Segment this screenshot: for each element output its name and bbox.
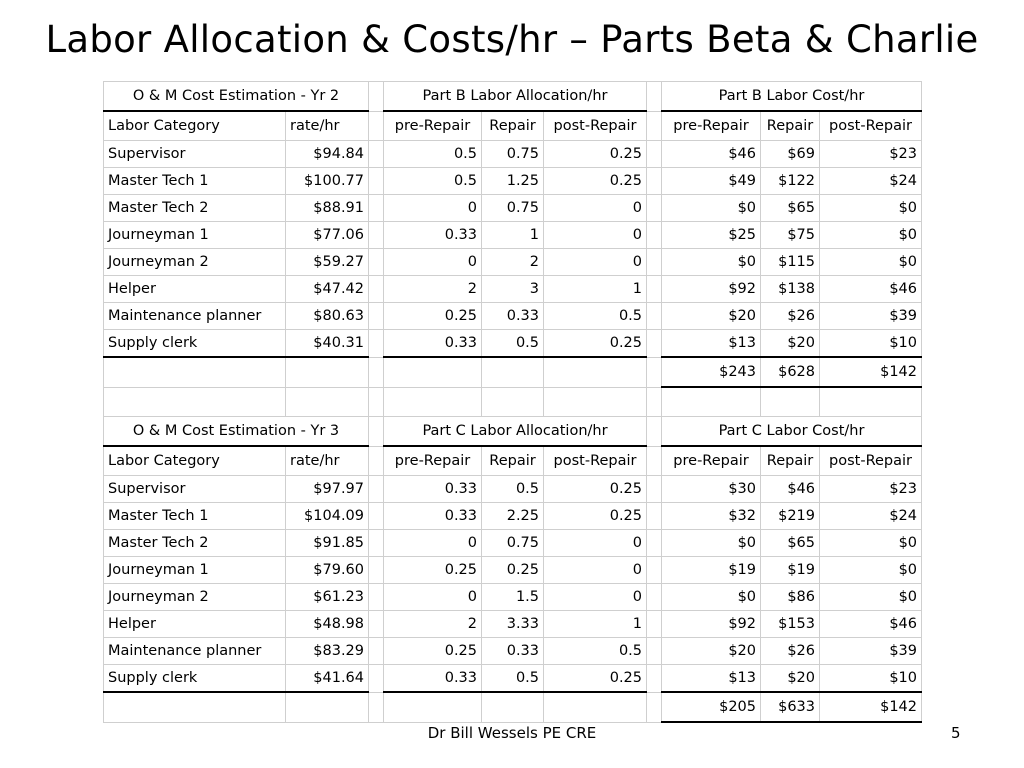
spacer-cell xyxy=(647,446,662,476)
spacer-cell xyxy=(647,249,662,276)
total-cost-value: $142 xyxy=(820,357,922,387)
header-post-repair: post-Repair xyxy=(544,111,647,141)
spacer-cell xyxy=(369,557,384,584)
allocation-value: 0 xyxy=(384,530,482,557)
cost-value: $0 xyxy=(820,222,922,249)
spacer-cell xyxy=(647,330,662,358)
empty-cell xyxy=(286,357,369,387)
allocation-value: 0.33 xyxy=(482,303,544,330)
cost-value: $46 xyxy=(761,476,820,503)
allocation-value: 0.25 xyxy=(544,665,647,693)
labor-category: Journeyman 1 xyxy=(104,557,286,584)
empty-cell xyxy=(647,387,662,417)
labor-row xyxy=(104,584,922,611)
empty-cell xyxy=(104,692,286,722)
spacer-cell xyxy=(647,357,662,387)
allocation-value: 0 xyxy=(544,249,647,276)
cost-value: $65 xyxy=(761,530,820,557)
spacer-cell xyxy=(369,249,384,276)
empty-cell xyxy=(761,387,820,417)
rate-value: $80.63 xyxy=(286,303,369,330)
empty-cell xyxy=(482,357,544,387)
allocation-value: 0.25 xyxy=(544,476,647,503)
empty-cell xyxy=(544,692,647,722)
labor-category: Helper xyxy=(104,611,286,638)
empty-cell xyxy=(482,692,544,722)
allocation-value: 0.75 xyxy=(482,195,544,222)
spacer-cell xyxy=(647,303,662,330)
spacer-cell xyxy=(369,222,384,249)
spacer-cell xyxy=(369,476,384,503)
header-repair: Repair xyxy=(482,111,544,141)
cost-value: $30 xyxy=(662,476,761,503)
cost-value: $92 xyxy=(662,611,761,638)
allocation-value: 1 xyxy=(544,611,647,638)
spacer-cell xyxy=(647,503,662,530)
spacer-cell xyxy=(647,141,662,168)
cost-value: $153 xyxy=(761,611,820,638)
cost-value: $75 xyxy=(761,222,820,249)
spacer-cell xyxy=(369,584,384,611)
total-cost-value: $633 xyxy=(761,692,820,722)
allocation-value: 0.25 xyxy=(544,503,647,530)
spacer-cell xyxy=(647,557,662,584)
cost-value: $26 xyxy=(761,638,820,665)
spacer-cell xyxy=(369,303,384,330)
spacer-cell xyxy=(369,168,384,195)
estimation-title: O & M Cost Estimation - Yr 2 xyxy=(104,82,369,112)
allocation-value: 0.33 xyxy=(384,503,482,530)
header-rate: rate/hr xyxy=(286,446,369,476)
cost-value: $20 xyxy=(662,303,761,330)
cost-value: $0 xyxy=(662,530,761,557)
table-body xyxy=(104,82,922,723)
allocation-value: 0.25 xyxy=(544,141,647,168)
allocation-value: 0.25 xyxy=(384,303,482,330)
allocation-value: 0.33 xyxy=(482,638,544,665)
allocation-value: 0.25 xyxy=(544,168,647,195)
spacer-cell xyxy=(647,665,662,693)
allocation-value: 0.5 xyxy=(384,141,482,168)
labor-row xyxy=(104,665,922,693)
labor-row xyxy=(104,503,922,530)
allocation-value: 1.5 xyxy=(482,584,544,611)
cost-value: $0 xyxy=(820,249,922,276)
spacer-cell xyxy=(369,611,384,638)
total-cost-value: $628 xyxy=(761,357,820,387)
cost-value: $19 xyxy=(662,557,761,584)
totals-row xyxy=(104,357,922,387)
spacer-cell xyxy=(647,82,662,112)
allocation-value: 0.25 xyxy=(482,557,544,584)
spacer-cell xyxy=(647,638,662,665)
header-post-repair: post-Repair xyxy=(820,446,922,476)
rate-value: $104.09 xyxy=(286,503,369,530)
spacer-cell xyxy=(647,222,662,249)
header-pre-repair: pre-Repair xyxy=(384,111,482,141)
cost-value: $0 xyxy=(820,584,922,611)
total-cost-value: $243 xyxy=(662,357,761,387)
allocation-value: 0.25 xyxy=(544,330,647,358)
totals-row xyxy=(104,692,922,722)
cost-value: $115 xyxy=(761,249,820,276)
allocation-value: 0 xyxy=(544,530,647,557)
cost-value: $0 xyxy=(662,249,761,276)
empty-cell xyxy=(104,357,286,387)
page-number: 5 xyxy=(951,724,961,742)
cost-value: $46 xyxy=(820,611,922,638)
header-pre-repair: pre-Repair xyxy=(662,446,761,476)
cost-title: Part C Labor Cost/hr xyxy=(662,417,922,447)
labor-cost-table xyxy=(103,81,922,723)
labor-row xyxy=(104,476,922,503)
rate-value: $59.27 xyxy=(286,249,369,276)
labor-row xyxy=(104,330,922,358)
cost-value: $26 xyxy=(761,303,820,330)
allocation-value: 0 xyxy=(544,584,647,611)
spacer-cell xyxy=(369,638,384,665)
cost-value: $65 xyxy=(761,195,820,222)
rate-value: $91.85 xyxy=(286,530,369,557)
header-repair: Repair xyxy=(482,446,544,476)
allocation-value: 0 xyxy=(544,557,647,584)
spacer-cell xyxy=(369,111,384,141)
estimation-title: O & M Cost Estimation - Yr 3 xyxy=(104,417,369,447)
labor-row xyxy=(104,557,922,584)
header-repair: Repair xyxy=(761,111,820,141)
cost-value: $219 xyxy=(761,503,820,530)
labor-category: Supervisor xyxy=(104,141,286,168)
cost-value: $13 xyxy=(662,665,761,693)
spacer-cell xyxy=(647,195,662,222)
spacer-cell xyxy=(647,168,662,195)
empty-cell xyxy=(286,692,369,722)
allocation-value: 0.33 xyxy=(384,222,482,249)
cost-value: $138 xyxy=(761,276,820,303)
rate-value: $61.23 xyxy=(286,584,369,611)
rate-value: $97.97 xyxy=(286,476,369,503)
allocation-value: 1.25 xyxy=(482,168,544,195)
spacer-cell xyxy=(647,111,662,141)
cost-value: $25 xyxy=(662,222,761,249)
cost-value: $39 xyxy=(820,303,922,330)
labor-category: Maintenance planner xyxy=(104,303,286,330)
cost-value: $20 xyxy=(662,638,761,665)
labor-category: Journeyman 2 xyxy=(104,584,286,611)
cost-value: $46 xyxy=(662,141,761,168)
labor-category: Maintenance planner xyxy=(104,638,286,665)
labor-category: Master Tech 2 xyxy=(104,195,286,222)
allocation-value: 2 xyxy=(384,276,482,303)
column-header-row xyxy=(104,111,922,141)
allocation-value: 2.25 xyxy=(482,503,544,530)
labor-category: Master Tech 1 xyxy=(104,503,286,530)
allocation-value: 0.25 xyxy=(384,638,482,665)
allocation-value: 0.5 xyxy=(482,476,544,503)
slide-title: Labor Allocation & Costs/hr – Parts Beta & Charlie xyxy=(45,18,979,61)
cost-value: $20 xyxy=(761,330,820,358)
cost-value: $24 xyxy=(820,503,922,530)
allocation-value: 0.33 xyxy=(384,330,482,358)
rate-value: $41.64 xyxy=(286,665,369,693)
allocation-value: 0.5 xyxy=(384,168,482,195)
allocation-value: 0 xyxy=(384,584,482,611)
section-title-row xyxy=(104,82,922,112)
section-title-row xyxy=(104,417,922,447)
spacer-cell xyxy=(369,692,384,722)
empty-cell xyxy=(544,357,647,387)
rate-value: $79.60 xyxy=(286,557,369,584)
allocation-value: 0.33 xyxy=(384,476,482,503)
spacer-cell xyxy=(369,446,384,476)
empty-cell xyxy=(369,387,384,417)
rate-value: $88.91 xyxy=(286,195,369,222)
cost-value: $23 xyxy=(820,141,922,168)
labor-category: Master Tech 1 xyxy=(104,168,286,195)
cost-value: $69 xyxy=(761,141,820,168)
empty-cell xyxy=(544,387,647,417)
empty-cell xyxy=(384,692,482,722)
allocation-value: 0 xyxy=(384,195,482,222)
labor-row xyxy=(104,141,922,168)
labor-row xyxy=(104,611,922,638)
labor-category: Helper xyxy=(104,276,286,303)
allocation-value: 3.33 xyxy=(482,611,544,638)
labor-row xyxy=(104,195,922,222)
empty-cell xyxy=(286,387,369,417)
cost-value: $39 xyxy=(820,638,922,665)
cost-value: $86 xyxy=(761,584,820,611)
labor-row xyxy=(104,168,922,195)
empty-cell xyxy=(482,387,544,417)
spacer-cell xyxy=(647,476,662,503)
cost-value: $13 xyxy=(662,330,761,358)
allocation-value: 0.25 xyxy=(384,557,482,584)
allocation-value: 2 xyxy=(482,249,544,276)
labor-row xyxy=(104,249,922,276)
cost-value: $0 xyxy=(662,195,761,222)
allocation-value: 0.5 xyxy=(482,330,544,358)
cost-value: $32 xyxy=(662,503,761,530)
cost-value: $46 xyxy=(820,276,922,303)
rate-value: $94.84 xyxy=(286,141,369,168)
header-post-repair: post-Repair xyxy=(820,111,922,141)
footer-author: Dr Bill Wessels PE CRE xyxy=(427,724,597,742)
spacer-cell xyxy=(369,276,384,303)
spacer-cell xyxy=(369,530,384,557)
allocation-value: 3 xyxy=(482,276,544,303)
labor-row xyxy=(104,222,922,249)
spacer-cell xyxy=(369,357,384,387)
labor-row xyxy=(104,303,922,330)
header-pre-repair: pre-Repair xyxy=(384,446,482,476)
allocation-title: Part C Labor Allocation/hr xyxy=(384,417,647,447)
cost-value: $122 xyxy=(761,168,820,195)
labor-category: Supply clerk xyxy=(104,665,286,693)
cost-value: $24 xyxy=(820,168,922,195)
allocation-value: 0 xyxy=(384,249,482,276)
labor-category: Master Tech 2 xyxy=(104,530,286,557)
empty-cell xyxy=(384,387,482,417)
cost-value: $19 xyxy=(761,557,820,584)
cost-value: $20 xyxy=(761,665,820,693)
header-labor-category: Labor Category xyxy=(104,446,286,476)
empty-cell xyxy=(384,357,482,387)
cost-value: $0 xyxy=(662,584,761,611)
spacer-cell xyxy=(647,276,662,303)
allocation-value: 1 xyxy=(544,276,647,303)
labor-category: Supervisor xyxy=(104,476,286,503)
spacer-cell xyxy=(647,584,662,611)
rate-value: $40.31 xyxy=(286,330,369,358)
spacer-cell xyxy=(369,417,384,447)
rate-value: $100.77 xyxy=(286,168,369,195)
allocation-value: 2 xyxy=(384,611,482,638)
empty-cell xyxy=(662,387,761,417)
total-cost-value: $205 xyxy=(662,692,761,722)
rate-value: $48.98 xyxy=(286,611,369,638)
allocation-value: 0 xyxy=(544,195,647,222)
header-repair: Repair xyxy=(761,446,820,476)
empty-cell xyxy=(820,387,922,417)
spacer-cell xyxy=(369,195,384,222)
cost-value: $0 xyxy=(820,557,922,584)
blank-row xyxy=(104,387,922,417)
header-pre-repair: pre-Repair xyxy=(662,111,761,141)
labor-category: Supply clerk xyxy=(104,330,286,358)
cost-value: $0 xyxy=(820,530,922,557)
labor-row xyxy=(104,530,922,557)
spacer-cell xyxy=(647,692,662,722)
spacer-cell xyxy=(647,417,662,447)
column-header-row xyxy=(104,446,922,476)
spacer-cell xyxy=(647,611,662,638)
labor-row xyxy=(104,638,922,665)
labor-row xyxy=(104,276,922,303)
spacer-cell xyxy=(369,665,384,693)
spacer-cell xyxy=(369,503,384,530)
labor-category: Journeyman 1 xyxy=(104,222,286,249)
spacer-cell xyxy=(369,330,384,358)
spacer-cell xyxy=(369,82,384,112)
rate-value: $77.06 xyxy=(286,222,369,249)
empty-cell xyxy=(104,387,286,417)
allocation-value: 0.75 xyxy=(482,530,544,557)
cost-value: $0 xyxy=(820,195,922,222)
cost-title: Part B Labor Cost/hr xyxy=(662,82,922,112)
allocation-value: 1 xyxy=(482,222,544,249)
allocation-value: 0.5 xyxy=(482,665,544,693)
allocation-value: 0 xyxy=(544,222,647,249)
rate-value: $83.29 xyxy=(286,638,369,665)
cost-value: $23 xyxy=(820,476,922,503)
allocation-value: 0.75 xyxy=(482,141,544,168)
labor-category: Journeyman 2 xyxy=(104,249,286,276)
cost-value: $10 xyxy=(820,330,922,358)
cost-value: $49 xyxy=(662,168,761,195)
header-labor-category: Labor Category xyxy=(104,111,286,141)
header-rate: rate/hr xyxy=(286,111,369,141)
allocation-value: 0.5 xyxy=(544,638,647,665)
allocation-title: Part B Labor Allocation/hr xyxy=(384,82,647,112)
spacer-cell xyxy=(647,530,662,557)
allocation-value: 0.33 xyxy=(384,665,482,693)
cost-value: $10 xyxy=(820,665,922,693)
total-cost-value: $142 xyxy=(820,692,922,722)
cost-value: $92 xyxy=(662,276,761,303)
rate-value: $47.42 xyxy=(286,276,369,303)
header-post-repair: post-Repair xyxy=(544,446,647,476)
allocation-value: 0.5 xyxy=(544,303,647,330)
spacer-cell xyxy=(369,141,384,168)
